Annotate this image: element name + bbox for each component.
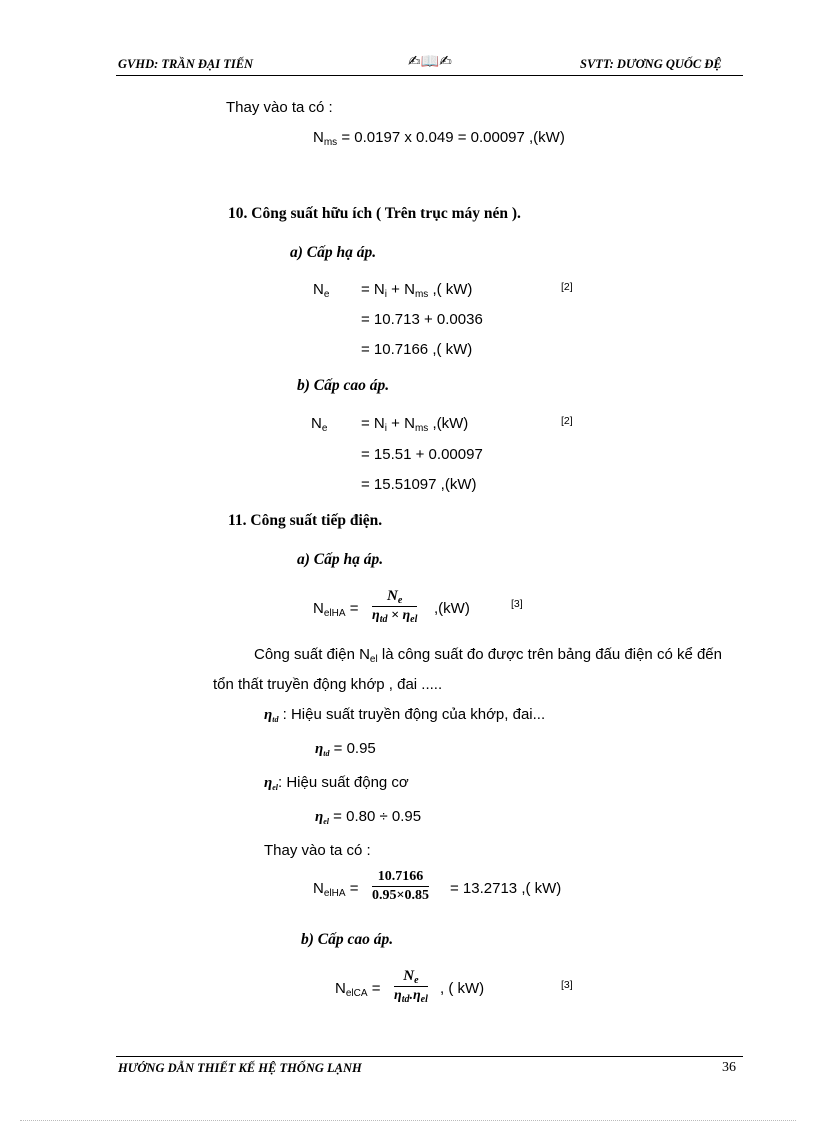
section-11-a-heading: a) Cấp hạ áp. <box>297 551 384 568</box>
formula-elha-ref: [3] <box>511 598 523 610</box>
formula-elca-lhs: $N_{elCA}$ = <box>335 980 381 999</box>
eq-10a-lhs: $N_e$ <box>313 281 330 300</box>
eq-10b-line2: = 15.51 + 0.00097 <box>361 446 483 463</box>
section-10-a-heading: a) Cấp hạ áp. <box>290 244 377 261</box>
section-11-b-heading: b) Cấp cao áp. <box>301 931 394 948</box>
formula-elca-unit: , ( kW) <box>440 980 485 997</box>
paragraph-line-1: Công suất điện $N_{el}$ là công suất đo được trên bảng đấu điện có kể đến <box>254 646 722 665</box>
header-student: SVTT: DƯƠNG QUỐC ĐỆ <box>580 57 722 71</box>
eq-10b-ref: [2] <box>561 415 573 427</box>
formula-elha-calc-lhs: $N_{elHA}$ = <box>313 880 359 899</box>
eq-10a-line1: = $N_i + N_{ms}$ ,( kW) <box>361 281 473 300</box>
header-advisor: GVHD: TRẦN ĐẠI TIẾN <box>118 57 254 71</box>
eq-10b-line1: = $N_i + N_{ms}$ ,(kW) <box>361 415 469 434</box>
footer-title: HƯỚNG DẪN THIẾT KẾ HỆ THỐNG LẠNH <box>118 1061 362 1075</box>
section-10-b-heading: b) Cấp cao áp. <box>297 377 390 394</box>
eq-10b-lhs: $N_e$ <box>311 415 328 434</box>
eta-el-definition: $\eta_{el}$: Hiệu suất động cơ <box>264 774 409 792</box>
formula-elca-fraction: $N_e$ $\eta_{td}.\eta_{el}$ <box>394 968 428 1005</box>
thay-vao-text-2: Thay vào ta có : <box>264 842 371 859</box>
formula-elha-fraction: $N_e$ $\eta_{td} \times \eta_{el}$ <box>372 588 418 625</box>
eta-td-definition: $\eta_{td}$ : Hiệu suất truyền động của khớp, đai... <box>264 706 546 724</box>
formula-elca-ref: [3] <box>561 979 573 991</box>
header-book-icon: ✍📖✍ <box>408 53 452 70</box>
eq-10a-line3: = 10.7166 ,( kW) <box>361 341 473 358</box>
eq-10a-ref: [2] <box>561 281 573 293</box>
header-rule <box>116 75 743 76</box>
thay-vao-text-1: Thay vào ta có : <box>226 99 333 116</box>
eq-10a-line2: = 10.713 + 0.0036 <box>361 311 483 328</box>
formula-elha-calc-fraction: 10.7166 0.95×0.85 <box>372 869 429 903</box>
section-10-title: 10. Công suất hữu ích ( Trên trục máy nén ). <box>228 205 521 222</box>
equation-nms: $N_{ms} = 0.0197$ x 0.049 = 0.00097 ,(kW) <box>313 129 565 148</box>
page-number: 36 <box>722 1060 736 1075</box>
formula-elha-calc-result: = 13.2713 ,( kW) <box>450 880 562 897</box>
eta-td-value: $\eta_{td} = 0.95$ <box>315 740 376 758</box>
page-bottom-dotted-line <box>20 1120 796 1121</box>
eta-el-value: $\eta_{el} = 0.80 \div 0.95$ <box>315 808 422 826</box>
formula-elha-lhs: $N_{elHA}$ = <box>313 600 359 619</box>
formula-elha-unit: ,(kW) <box>434 600 470 617</box>
eq-10b-line3: = 15.51097 ,(kW) <box>361 476 477 493</box>
paragraph-line-2: tổn thất truyền động khớp , đai ..... <box>213 676 443 693</box>
section-11-title: 11. Công suất tiếp điện. <box>228 512 383 529</box>
footer-rule <box>116 1056 743 1057</box>
